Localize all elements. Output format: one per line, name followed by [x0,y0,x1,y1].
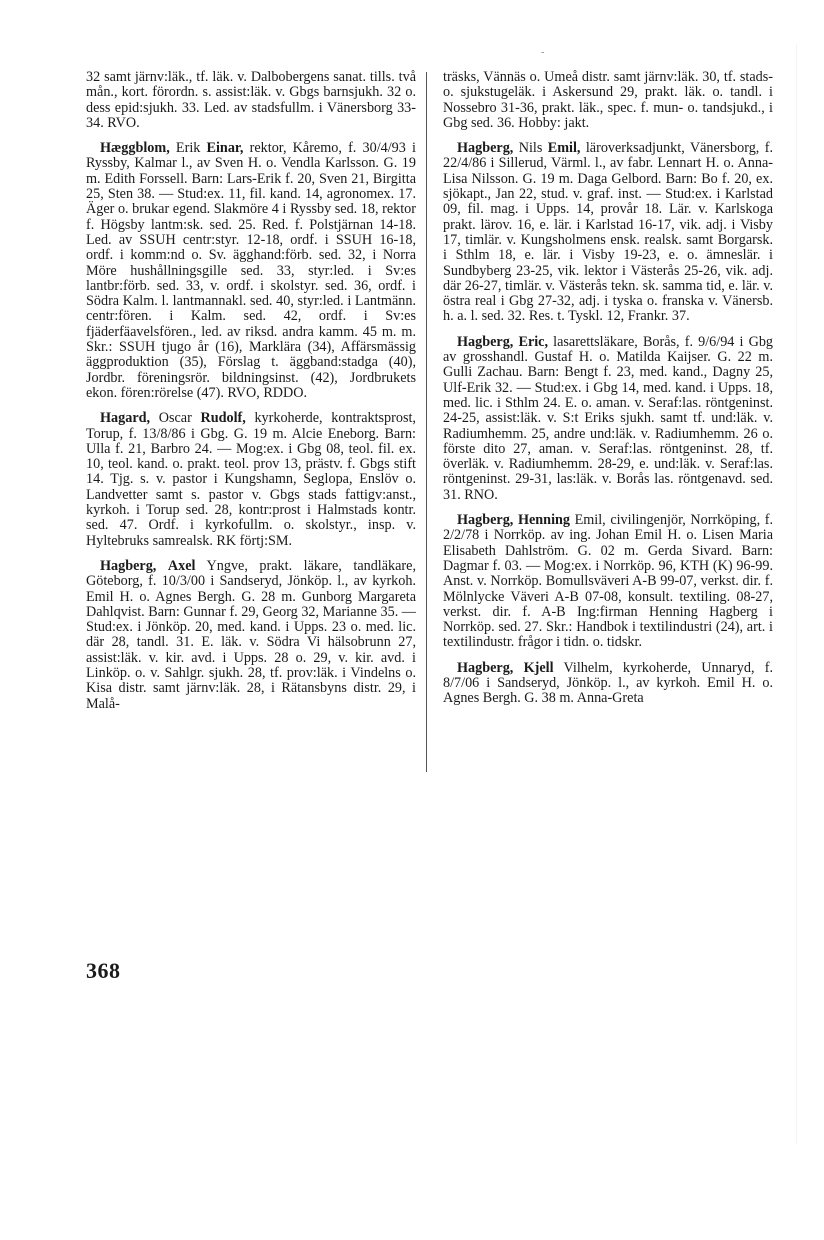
entry-call-name: Eric, [518,333,549,350]
entry-call-name: Einar, [206,140,244,157]
entry-continuation [86,70,416,131]
corner-mark: - [541,47,545,58]
entry-given-name [513,660,523,676]
entry-given-name: Erik [169,140,207,157]
entry-text: träsks, Vännäs o. Umeå distr. samt järnv:läk. 30, tf. stads- o. sjukstugeläk. i Askersund 29, prakt. läk. o. tandl. i Nossebro 31-36, prakt. läk., spec. f. mun- o. tandsjukd., i Gbg sed. 36. Hobby: jakt. [443,69,773,131]
entry-surname: Hagard, [100,410,151,427]
entry-call-name: Emil, [547,140,581,157]
left-column [86,70,416,722]
entry-call-name: Axel [167,557,196,574]
entry-surname: Hagberg, [457,659,514,676]
entry-surname: Hagberg, [457,512,514,529]
entry [443,141,773,325]
entry-given-name [156,558,168,574]
entry-text: läroverksadjunkt, Vänersborg, f. 22/4/86 i Sillerud, Värml. l., av fabr. Lennart H. o. Anna-Lisa Nilsson. G. 19 m. Daga Gelbord. Barn: Bo f. 20, ex. sjökapt., Jan 22, stud. v. graf. inst. — Stud:ex. i Karlstad 09, fil. mag. i Upps. 14, provår 18. Lär. v. Karlskoga prakt. lärov. 16, e. lär. i Karlstad 16-17, vik. adj. i Visby 17, timlär. v. Kungsholmens ensk. realsk. samt Borgarsk. i Sthlm 18, e. lär. i Visby 19-23, e. o. ämneslär. i Sundbyberg 23-25, vik. lektor i Västerås 25-26, vik. adj. där 26-27, timlär. v. Västerås tekn. sk. samma tid, e. lär. v. östra real i Gbg 27-32, adj. i tyska o. franska v. Vänersb. h. a. l. sed. 32. Res. t. Tyskl. 12, Frankr. 37. [443,140,773,325]
entry-text: Vilhelm, kyrkoherde, Unnaryd, f. 8/7/06 i Sandseryd, Jönköp. l., av kyrkoh. Emil H. o. Agnes Bergh. G. 38 m. Anna-Greta [443,659,773,707]
entry [86,141,416,401]
entry [443,335,773,503]
entry-text: lasarettsläkare, Borås, f. 9/6/94 i Gbg av grosshandl. Gustaf H. o. Matilda Kaijser. G. 22 m. Gulli Zachau. Barn: Bengt f. 23, med. kand., Dagny 25, Ulf-Erik 32. — Stud:ex. i Gbg 14, med. kand. i Upps. 18, med. lic. i Sthlm 24. E. o. aman. v. Seraf:las. röntgeninst. 24-25, assist:läk. v. S:t Eriks sjukh. samt tf. und:läk. v. Radiumhemm. 25, andre und:läk. v. Radiumhemm. 26 o. förste dito 27, aman. v. Seraf:las. röntgeninst. 28, tf. överläk. v. Radiumhemm. 28-29, e. und:läk. v. Seraf:las. röntgeninst. 29-31, las:läk. v. Borås las. röntgenavd. sed. 31. RNO. [443,333,774,503]
entry-text: kyrkoherde, kontraktsprost, Torup, f. 13/8/86 i Gbg. G. 19 m. Alcie Eneborg. Barn: Ulla f. 21, Barbro 24. — Mog:ex. i Gbg 08, teol. fil. ex. 10, teol. kand. o. prakt. teol. prov 13, prästv. f. Gbgs stift 14. Tjg. s. v. pastor i Kungshamn, Segloра, Enslöv o. Landvetter samt s. pastor v. Gbgs stads fattigv:anst., kyrkoh. i Torup sed. 28, kontr:prost i Halmstads kontr. sed. 47. Ordf. i kyrkofullm. o. skolstyr., insp. v. Hyltebruks samrealsk. RK förtj:SM. [86,410,416,549]
entry-given-name: Oscar [150,410,201,427]
entry-surname: Hagberg, [457,333,514,350]
entry [86,559,416,712]
column-divider [426,72,427,772]
entry-given-name: Nils [513,140,548,157]
entry-text: 32 samt järnv:läk., tf. läk. v. Dalbobergens sanat. tills. två mån., kort. förordn. s. assist:läk. v. Gbgs barnsjukh. 32 o. dess epid:sjukh. 33. Led. av stadsfullm. i Vänersborg 33-34. RVO. [86,69,416,131]
scan-margin-shadow [796,44,797,1144]
entry [443,661,773,707]
entry-call-name: Rudolf, [200,410,246,427]
entry-surname: Hagberg, [100,557,157,574]
entry-text: rektor, Kåremo, f. 30/4/93 i Ryssby, Kalmar l., av Sven H. o. Vendla Karlsson. G. 19 m. Edith Forssell. Barn: Lars-Erik f. 20, Sven 21, Birgitta 25, Sten 38. — Stud:ex. 11, fil. kand. 14, agronomex. 17. Äger o. brukar egend. Slakmöre 4 i Ryssby sed. 18, rektor f. Högsby lantm:sk. sed. 25. Red. f. Polstjärnan 14-18. Led. av SSUH centr:styr. 12-18, ordf. i SSUH 16-18, ordf. i komm:nd o. Sv. ägghand:förb. sed. 32, i Norra Möre hushållningsgille sed. 33, styr:led. i Sv:es lantbr:förb. sed. 33, v. ordf. i skolstyr. sed. 36, ordf. i Södra Kalm. l. lantmannakl. sed. 40, styr:led. i Lantmänn. centr:fören. i Kalm. sed. 42, ordf. i Sv:es fjäderfäavelsfören., led. av riksd. andra kamm. 45 m. m. Skr.: SSUH tjugo år (16), Marklära (34), Affärsmässig äggproduktion (35), Förslag t. äggband:stadga (40), Jordbr. föreningsrör. bildningsinst. (42), Jordbrukets ekon. fören:rörelse (47). RVO, RDDO. [86,140,416,401]
entry-text: Emil, civilingenjör, Norrköping, f. 2/2/78 i Norrköp. av ing. Johan Emil H. o. Lisen Maria Elisabeth Dahlström. G. 02 m. Gerda Sivard. Barn: Dagmar f. 03. — Mog:ex. i Norrköp. 96, KTH (K) 96-99. Anst. v. Norrköp. Bomullsväveri A-B 99-07, verkst. dir. f. Mölnlycke Väveri A-B 07-08, konsult. textiling. 08-27, verkst. dir. f. A-B Ing:firman Henning Hagberg i Norrköp. sed. 27. Skr.: Handbok i textilindustri (24), art. i textilindustr. frågor i tidn. o. tidskr. [443,512,773,651]
entry-continuation [443,70,773,131]
entry-call-name: Henning [517,512,570,529]
entry [443,513,773,651]
entry-surname: Hagberg, [457,140,514,157]
entry-call-name: Kjell [523,659,554,676]
page-number: 368 [86,958,121,983]
entry-surname: Hæggblom, [100,140,170,157]
right-column [443,70,773,717]
entry [86,411,416,549]
entry-text: Yngve, prakt. läkare, tandläkare, Göteborg, f. 10/3/00 i Sandseryd, Jönköp. l., av kyrkoh. Emil H. o. Agnes Bergh. G. 28 m. Gunborg Margareta Dahlqvist. Barn: Gunnar f. 29, Georg 32, Marianne 35. — Stud:ex. i Jönköp. 20, med. kand. i Upps. 23 o. med. lic. där 28, tandl. 31. E. läk. v. Södra Vi hälsobrunn 27, assist:läk. v. kir. avd. i Upps. 28 o. 29, v. kir. avd. i Linköp. o. v. Sahlgr. sjukh. 28, tf. prov:läk. i Vindelns o. Kisa distr. samt järnv:läk. 28, i Rätansbyns distr. 29, i Malå- [86,557,417,712]
